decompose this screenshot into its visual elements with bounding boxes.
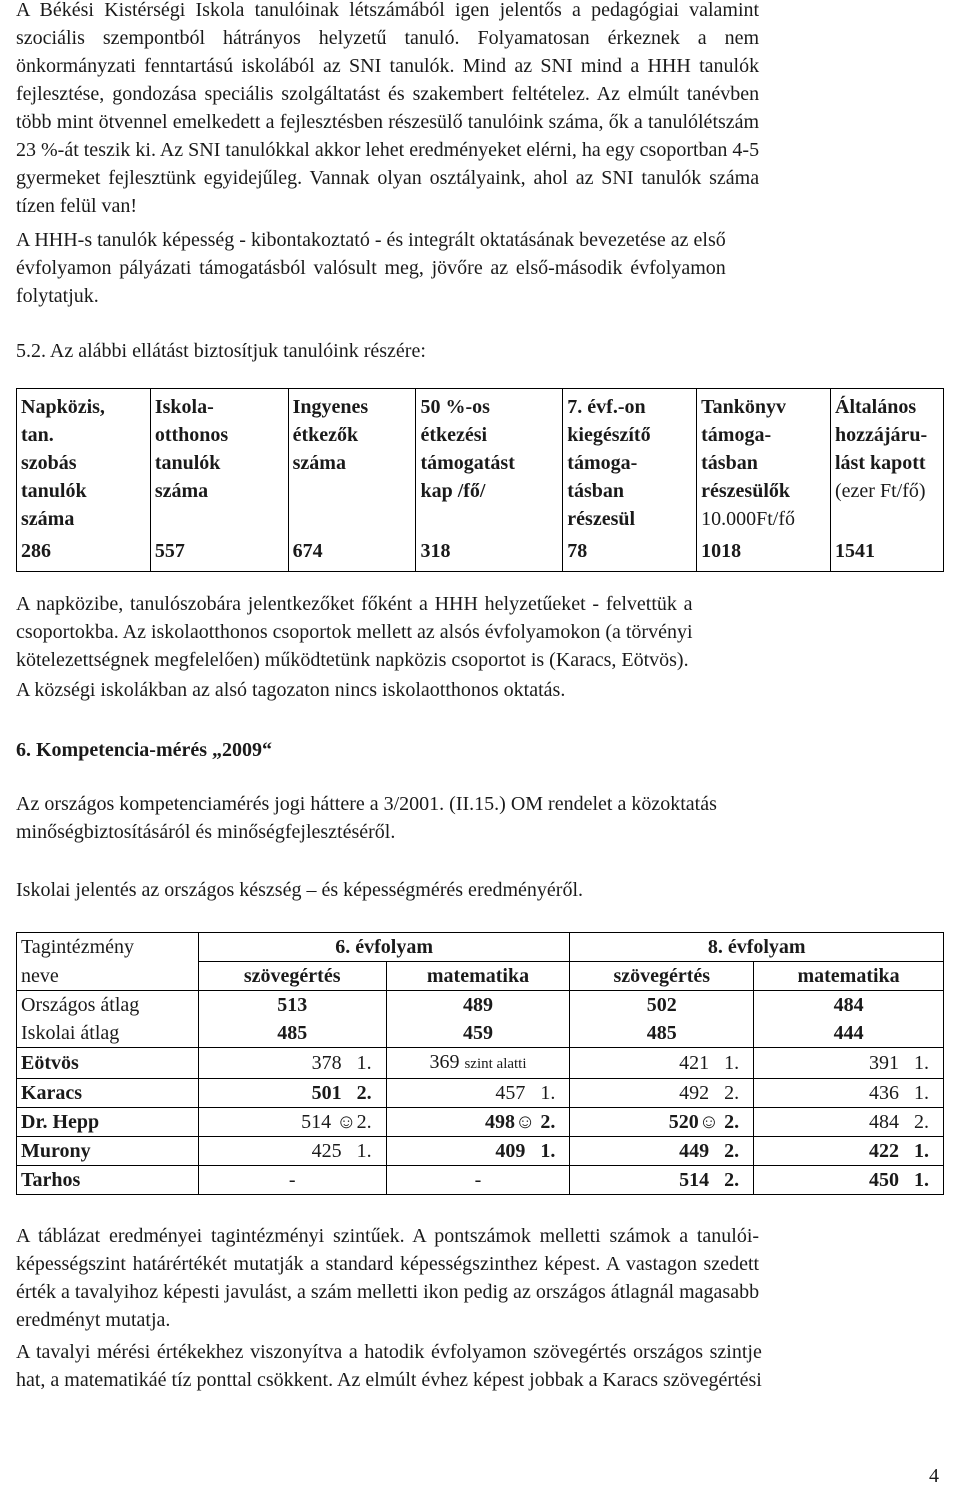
average-value: 444 [754, 1019, 944, 1048]
header-line: hozzájáru- [835, 424, 928, 446]
header-line: támoga- [701, 424, 772, 446]
competency-table [16, 932, 944, 1195]
text-line: A HHH-s tanulók képesség - kibontakoztató - és integrált oktatásának bevezetése az első [16, 229, 726, 251]
average-value: 485 [570, 1019, 754, 1048]
paragraph-comparison [16, 1338, 762, 1394]
page-number: 4 [929, 1465, 939, 1487]
competency-grade-row [17, 933, 944, 962]
institution-name: Eötvös [17, 1048, 199, 1079]
score-value: 369 [429, 1051, 460, 1073]
institution-name: Dr. Hepp [17, 1108, 199, 1137]
score-cell: 391 1. [754, 1048, 944, 1079]
text-line: önkormányzati fenntartású iskolából az SNI tanulók. Mind az SNI mind a HHH tanulók [16, 55, 760, 77]
score-cell: 436 1. [754, 1079, 944, 1108]
paragraph-napkozi [16, 590, 693, 674]
national-average-label: Országos átlag [17, 991, 199, 1020]
text-line: csoportokba. Az iskolaotthonos csoportok mellett az alsós évfolyamokon (a törvényi [16, 621, 693, 643]
average-value: 513 [198, 991, 386, 1020]
score-cell: 449 2. [570, 1137, 754, 1166]
header-line: szobás [21, 452, 77, 474]
national-average-row [17, 991, 944, 1020]
institution-row-eotvos [17, 1048, 944, 1079]
score-cell: 520☺ 2. [570, 1108, 754, 1137]
text-line: fejlesztése, gondozása speciális szolgáltatást és szakembert feltételez. Az elmúlt tanévben [16, 83, 760, 105]
header-line: tanulók [21, 480, 87, 502]
subject-header: szövegértés [198, 962, 386, 991]
header-line: Tankönyv [701, 396, 786, 418]
subject-header: szövegértés [570, 962, 754, 991]
header-line: kap /fő/ [420, 480, 486, 502]
value-cell: 78 [563, 533, 697, 572]
score-cell: 492 2. [570, 1079, 754, 1108]
subject-header: matematika [754, 962, 944, 991]
header-cell-iskolaotthonos [150, 389, 288, 534]
header-line: 7. évf.-on [567, 396, 646, 418]
text-line: A tavalyi mérési értékekhez viszonyítva a hatodik évfolyamon szövegértés országos szintje [16, 1341, 762, 1363]
header-line: támogatást [420, 452, 515, 474]
value-cell: 286 [17, 533, 151, 572]
paragraph-table-explanation [16, 1222, 759, 1334]
score-cell: 514 ☺2. [198, 1108, 386, 1137]
score-cell: 422 1. [754, 1137, 944, 1166]
text-line: hat, a matematikáé tíz ponttal csökkent. Az elmúlt évhez képest jobbak a Karacs szövegértési [16, 1369, 762, 1391]
institution-row-dr-hepp [17, 1108, 944, 1137]
header-line: otthonos [154, 424, 229, 446]
paragraph-jelentes: Iskolai jelentés az országos készség – és képességmérés eredményéről. [16, 879, 584, 901]
header-line: tan. [21, 424, 54, 446]
text-line: kötelezettségnek megfelelően) működtetünk napközis csoportot is (Karacs, Eötvös). [16, 649, 689, 671]
header-line: száma [21, 508, 75, 530]
text-line: 23 %-át teszik ki. Az SNI tanulókkal akkor lehet eredményeket elérni, ha egy csoportban 4-5 [16, 139, 760, 161]
average-value: 484 [754, 991, 944, 1020]
header-cell-7-evf [563, 389, 697, 534]
average-value: 489 [386, 991, 570, 1020]
header-cell-napkozis [17, 389, 151, 534]
text-line: A Békési Kistérségi Iskola tanulóinak létszámából igen jelentős a pedagógiai valamint [16, 0, 760, 21]
paragraph-kozsegi: A községi iskolákban az alsó tagozaton nincs iskolaotthonos oktatás. [16, 679, 566, 701]
paragraph-hhh [16, 226, 726, 310]
score-cell: - [386, 1166, 570, 1195]
institution-name: Karacs [17, 1079, 199, 1108]
text-line: minőségbiztosításáról és minőségfejlesztéséről. [16, 821, 396, 843]
section-heading-6: 6. Kompetencia-mérés „2009“ [16, 739, 273, 761]
header-cell-50-szazalek [416, 389, 563, 534]
school-average-row [17, 1019, 944, 1048]
average-value: 485 [198, 1019, 386, 1048]
score-cell: 378 1. [198, 1048, 386, 1079]
score-cell: 484 2. [754, 1108, 944, 1137]
header-line: Iskola- [154, 396, 214, 418]
services-values-row [17, 533, 944, 572]
grade-6-header: 6. évfolyam [198, 933, 570, 962]
text-line: A napközibe, tanulószobára jelentkezőket főként a HHH helyzetűeket - felvettük a [16, 593, 693, 615]
score-cell [386, 1048, 570, 1079]
score-cell: 425 1. [198, 1137, 386, 1166]
services-table [16, 388, 944, 572]
value-cell: 318 [416, 533, 563, 572]
score-cell: 514 2. [570, 1166, 754, 1195]
header-line: (ezer Ft/fő) [835, 480, 926, 502]
grade-8-header: 8. évfolyam [570, 933, 944, 962]
header-line: részesülők [701, 480, 791, 502]
average-value: 502 [570, 991, 754, 1020]
header-line: Napközis, [21, 396, 105, 418]
institution-row-murony [17, 1137, 944, 1166]
header-line: támoga- [567, 452, 638, 474]
header-line: Általános [835, 396, 917, 418]
institution-row-tarhos [17, 1166, 944, 1195]
header-cell-tankonyv [697, 389, 831, 534]
header-line: Ingyenes [292, 396, 369, 418]
text-line: szociális szempontból hátrányos helyzetű tanuló. Folyamatosan érkeznek a nem [16, 27, 760, 49]
text-line: évfolyamon pályázati támogatásból valósult meg, jövőre az első-második évfolyamon [16, 257, 726, 279]
value-cell: 1018 [697, 533, 831, 572]
score-cell: 409 1. [386, 1137, 570, 1166]
score-cell: 457 1. [386, 1079, 570, 1108]
paragraph-jogi-hatter [16, 790, 717, 846]
header-line: száma [292, 452, 346, 474]
header-line: lást kapott [835, 452, 926, 474]
text-line: Az országos kompetenciamérés jogi háttere a 3/2001. (II.15.) OM rendelet a közoktatás [16, 793, 717, 815]
header-cell-altalanos [831, 389, 944, 534]
text-line: folytatjuk. [16, 285, 99, 307]
header-line: tanulók [154, 452, 221, 474]
competency-subject-row [17, 962, 944, 991]
header-line: 50 %-os [420, 396, 490, 418]
section-heading-5-2: 5.2. Az alábbi ellátást biztosítjuk tanulóink részére: [16, 340, 426, 362]
text-line: eredményt mutatja. [16, 1309, 171, 1331]
institution-name-header: Tagintézmény [17, 933, 199, 962]
value-cell: 1541 [831, 533, 944, 572]
value-cell: 674 [288, 533, 416, 572]
subject-header: matematika [386, 962, 570, 991]
services-header-row [17, 389, 944, 534]
text-line: képességszint határértékét mutatják a standard képességszinthez képest. A vastagon szedett [16, 1253, 760, 1275]
score-cell: - [198, 1166, 386, 1195]
header-line: száma [154, 480, 209, 502]
score-cell: 450 1. [754, 1166, 944, 1195]
institution-name-header-2: neve [17, 962, 199, 991]
header-line: étkezési [420, 424, 488, 446]
header-cell-ingyenes [288, 389, 416, 534]
header-line: tásban [701, 452, 758, 474]
text-line: érték a tavalyihoz képesti javulást, a szám melletti ikon pedig az országos átlagnál magasabb [16, 1281, 760, 1303]
text-line: tízen felül van! [16, 195, 138, 217]
institution-name: Tarhos [17, 1166, 199, 1195]
header-line: 10.000Ft/fő [701, 508, 796, 530]
school-average-label: Iskolai átlag [17, 1019, 199, 1048]
header-line: tásban [567, 480, 624, 502]
average-value: 459 [386, 1019, 570, 1048]
text-line: A táblázat eredményei tagintézményi szintűek. A pontszámok melletti számok a tanulói- [16, 1225, 760, 1247]
text-line: több mint ötvennel emelkedett a fejlesztésben részesülő tanulóink száma, ők a tanulólétszám [16, 111, 760, 133]
paragraph-intro [16, 0, 759, 220]
institution-row-karacs [17, 1079, 944, 1108]
header-line: kiegészítő [567, 424, 651, 446]
score-cell: 421 1. [570, 1048, 754, 1079]
score-note: szint alatti [464, 1056, 527, 1072]
score-cell: 498☺ 2. [386, 1108, 570, 1137]
header-line: étkezők [292, 424, 359, 446]
header-line: részesül [567, 508, 636, 530]
institution-name: Murony [17, 1137, 199, 1166]
score-cell: 501 2. [198, 1079, 386, 1108]
value-cell: 557 [150, 533, 288, 572]
text-line: gyermeket fejlesztünk egyidejűleg. Vannak olyan osztályaink, ahol az SNI tanulók száma [16, 167, 760, 189]
